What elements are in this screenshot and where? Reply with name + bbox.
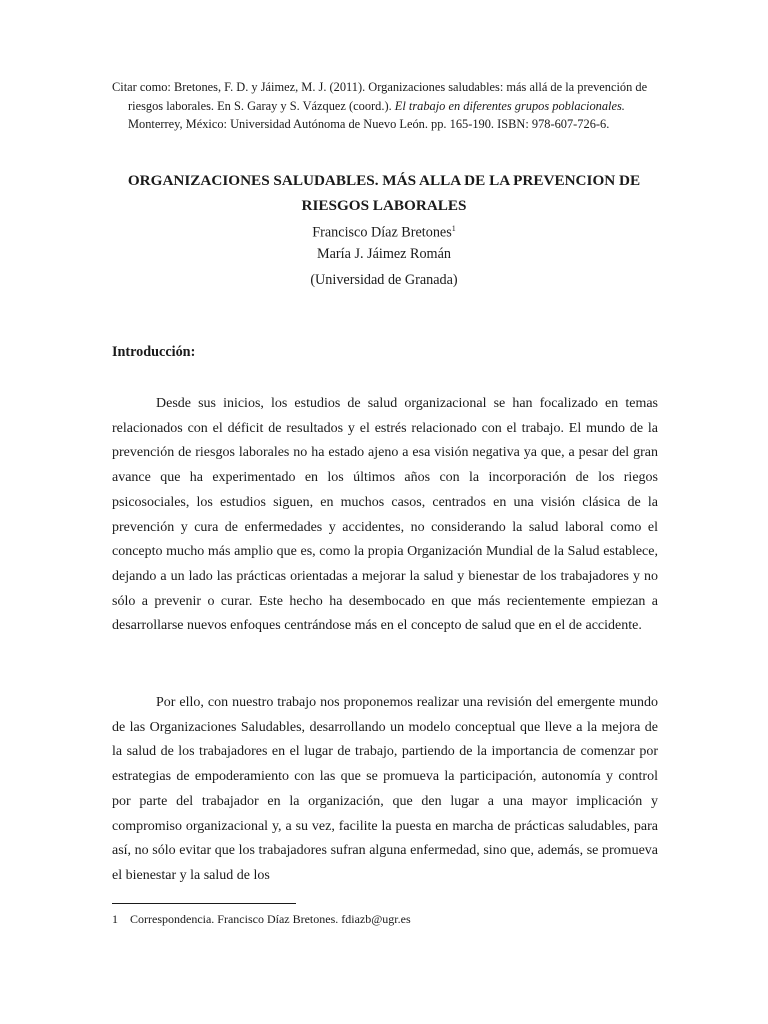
paper-title xyxy=(100,168,668,218)
footnote-divider xyxy=(112,903,296,904)
citation-line-3: Monterrey, México: Universidad Autónoma de Nuevo León. pp. 165-190. ISBN: 978-607-726-6. xyxy=(128,117,610,131)
citation-note xyxy=(112,78,660,134)
citation-line-2 xyxy=(112,97,660,116)
body-paragraph-1 xyxy=(112,392,658,639)
citation-book-title: El trabajo en diferentes grupos poblacionales. xyxy=(394,98,625,113)
body-paragraph-2 xyxy=(112,691,658,889)
author-1-name: Francisco Díaz Bretones xyxy=(312,224,452,241)
citation-line-2-text: riesgos laborales. En S. Garay y S. Vázquez (coord.). xyxy=(128,98,395,113)
footnote-number: 1 xyxy=(112,912,118,926)
paper-title-line-2: RIESGOS LABORALES xyxy=(301,197,467,214)
body-paragraph-2-text: Por ello, con nuestro trabajo nos proponemos realizar una revisión del emergente mundo de las Organizaciones Saludables, desarrollando un modelo conceptual que lleve a la mejora de la salud de los trabajadores en el lugar de trabajo, partiendo de la importancia de comenzar por estrategias de empoderamiento con las que se promueva la participación, autonomía y control por parte del trabajador en la organización, que den lugar a una mayor implicación y compromiso organizacional y, a su vez, facilite la puesta en marcha de prácticas saludables, para así, no sólo evitar que los trabajadores sufran alguna enfermedad, sino que, además, se promueva el bienestar y la salud de los xyxy=(112,695,658,883)
footnote-text: Correspondencia. Francisco Díaz Bretones. fdiazb@ugr.es xyxy=(130,912,411,926)
author-2: María J. Jáimez Román xyxy=(317,246,451,262)
footnote-marker: 1 xyxy=(451,224,456,233)
section-heading: Introducción: xyxy=(112,344,196,360)
citation-line-1: Citar como: Bretones, F. D. y Jáimez, M. J. (2011). Organizaciones saludables: más allá de la prevención de xyxy=(112,80,648,94)
affiliation: (Universidad de Granada) xyxy=(310,272,458,288)
paper-title-line-1: ORGANIZACIONES SALUDABLES. MÁS ALLA DE LA PREVENCION DE xyxy=(127,172,641,189)
footnote xyxy=(112,910,411,928)
author-1 xyxy=(100,218,668,244)
body-paragraph-1-text: Desde sus inicios, los estudios de salud organizacional se han focalizado en temas relacionados con el déficit de resultados y el estrés relacionado con el trabajo. El mundo de la prevención de riesgos laborales no ha estado ajeno a esa visión negativa ya que, a pesar del gran avance que ha experimentado en los últimos años con la incorporación de los riegos psicosociales, los estudios siguen, en muchos casos, centrados en una visión clásica de la prevención y cura de enfermedades y accidentes, no considerando la salud laboral como el concepto mucho más amplio que es, como la propia Organización Mundial de la Salud establece, dejando a un lado las prácticas orientadas a mejorar la salud y bienestar de los trabajadores y no sólo a prevenir o curar. Este hecho ha desembocado en que más recientemente empiezan a desarrollarse nuevos enfoques centrándose más en el concepto de salud que en el de accidente. xyxy=(112,396,658,634)
